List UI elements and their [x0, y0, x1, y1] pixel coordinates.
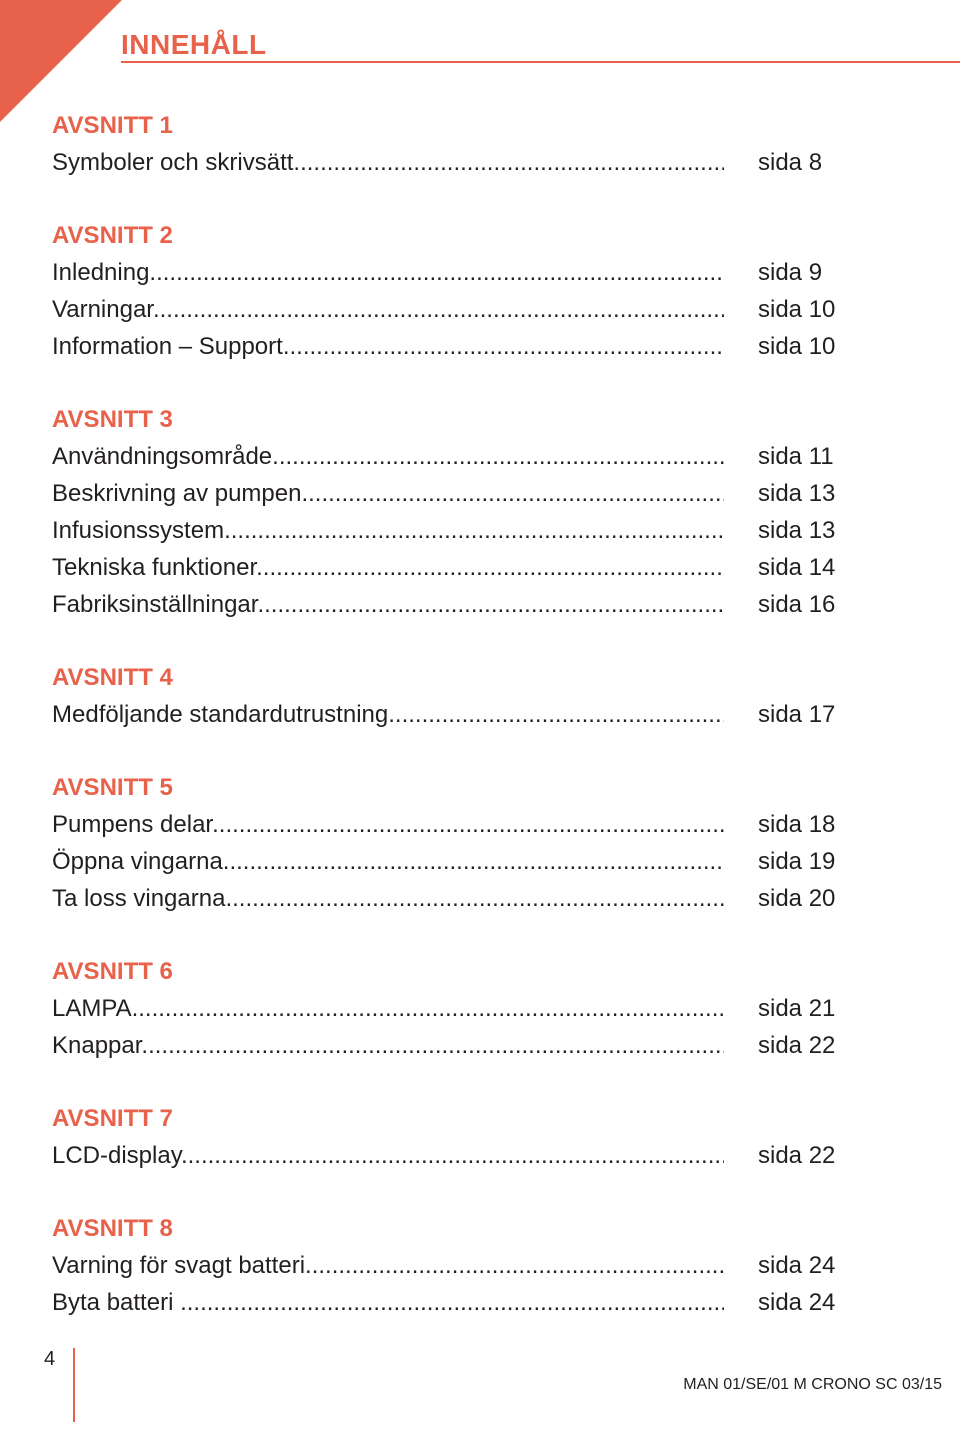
toc-entry[interactable] [52, 843, 852, 880]
section-heading: AVSNITT 7 [52, 1105, 173, 1132]
toc-section [52, 1100, 852, 1174]
toc-entry[interactable] [52, 1027, 852, 1064]
section-heading: AVSNITT 2 [52, 222, 173, 249]
toc-entry-page: sida 9 [758, 259, 823, 286]
toc-entry-label: LCD-display ..... [52, 1137, 724, 1174]
toc-section [52, 769, 852, 917]
toc-entry-page: sida 10 [758, 333, 836, 360]
toc-entry-label: Information – Support ..... [52, 328, 724, 365]
footer-divider [73, 1348, 75, 1422]
toc-entry[interactable] [52, 512, 852, 549]
toc-entry-page: sida 13 [758, 517, 836, 544]
toc-entry[interactable] [52, 549, 852, 586]
toc-section [52, 953, 852, 1064]
toc-section [52, 217, 852, 365]
toc-entry-page: sida 14 [758, 554, 836, 581]
section-heading: AVSNITT 6 [52, 958, 173, 985]
toc-entry-page: sida 24 [758, 1289, 836, 1316]
section-heading: AVSNITT 4 [52, 664, 173, 691]
toc-entry-page: sida 10 [758, 296, 836, 323]
toc-entry-page: sida 19 [758, 848, 836, 875]
toc-entry-label: Knappar ..... [52, 1027, 724, 1064]
toc-entry-page: sida 24 [758, 1252, 836, 1279]
title-divider [121, 61, 960, 63]
toc-entry-label: Beskrivning av pumpen ..... [52, 475, 724, 512]
page-number: 4 [44, 1348, 56, 1370]
section-heading: AVSNITT 5 [52, 774, 173, 801]
toc-entry-label: Pumpens delar ..... [52, 806, 724, 843]
toc-entry[interactable] [52, 254, 852, 291]
toc-entry-page: sida 18 [758, 811, 836, 838]
toc-entry-page: sida 21 [758, 995, 836, 1022]
toc-entry-page: sida 20 [758, 885, 836, 912]
toc-entry-page: sida 13 [758, 480, 836, 507]
toc-section [52, 659, 852, 733]
table-of-contents [52, 107, 852, 1357]
toc-entry-page: sida 22 [758, 1032, 836, 1059]
toc-entry[interactable] [52, 291, 852, 328]
toc-entry-label: Symboler och skrivsätt ..... [52, 144, 724, 181]
toc-entry-page: sida 11 [758, 443, 834, 470]
toc-entry[interactable] [52, 990, 852, 1027]
toc-entry-label: Ta loss vingarna ..... [52, 880, 724, 917]
toc-entry[interactable] [52, 1137, 852, 1174]
toc-entry[interactable] [52, 1284, 852, 1321]
toc-entry-page: sida 17 [758, 701, 836, 728]
toc-entry[interactable] [52, 328, 852, 365]
toc-entry-label: Infusionssystem ..... [52, 512, 724, 549]
toc-entry-label: Öppna vingarna ..... [52, 843, 724, 880]
toc-entry-label: Tekniska funktioner ..... [52, 549, 724, 586]
section-heading: AVSNITT 1 [52, 112, 173, 139]
section-heading: AVSNITT 8 [52, 1215, 173, 1242]
toc-entry-page: sida 16 [758, 591, 836, 618]
page-title: INNEHÅLL [121, 29, 267, 60]
section-heading: AVSNITT 3 [52, 406, 173, 433]
toc-entry[interactable] [52, 1247, 852, 1284]
toc-section [52, 107, 852, 181]
document-code: MAN 01/SE/01 M CRONO SC 03/15 [683, 1376, 942, 1393]
toc-section [52, 401, 852, 623]
toc-entry-label: Varning för svagt batteri ..... [52, 1247, 724, 1284]
toc-entry[interactable] [52, 438, 852, 475]
toc-entry-page: sida 8 [758, 149, 823, 176]
toc-entry-page: sida 22 [758, 1142, 836, 1169]
toc-entry[interactable] [52, 696, 852, 733]
toc-entry-label: LAMPA ..... [52, 990, 724, 1027]
toc-section [52, 1210, 852, 1321]
toc-entry[interactable] [52, 880, 852, 917]
toc-entry-label: Byta batteri ..... [52, 1284, 724, 1321]
toc-entry-label: Inledning ..... [52, 254, 724, 291]
toc-entry[interactable] [52, 806, 852, 843]
toc-entry[interactable] [52, 144, 852, 181]
toc-entry-label: Fabriksinställningar ..... [52, 586, 724, 623]
toc-entry[interactable] [52, 586, 852, 623]
toc-entry-label: Medföljande standardutrustning ..... [52, 696, 724, 733]
toc-entry-label: Användningsområde ..... [52, 438, 724, 475]
toc-entry[interactable] [52, 475, 852, 512]
toc-entry-label: Varningar ..... [52, 291, 724, 328]
